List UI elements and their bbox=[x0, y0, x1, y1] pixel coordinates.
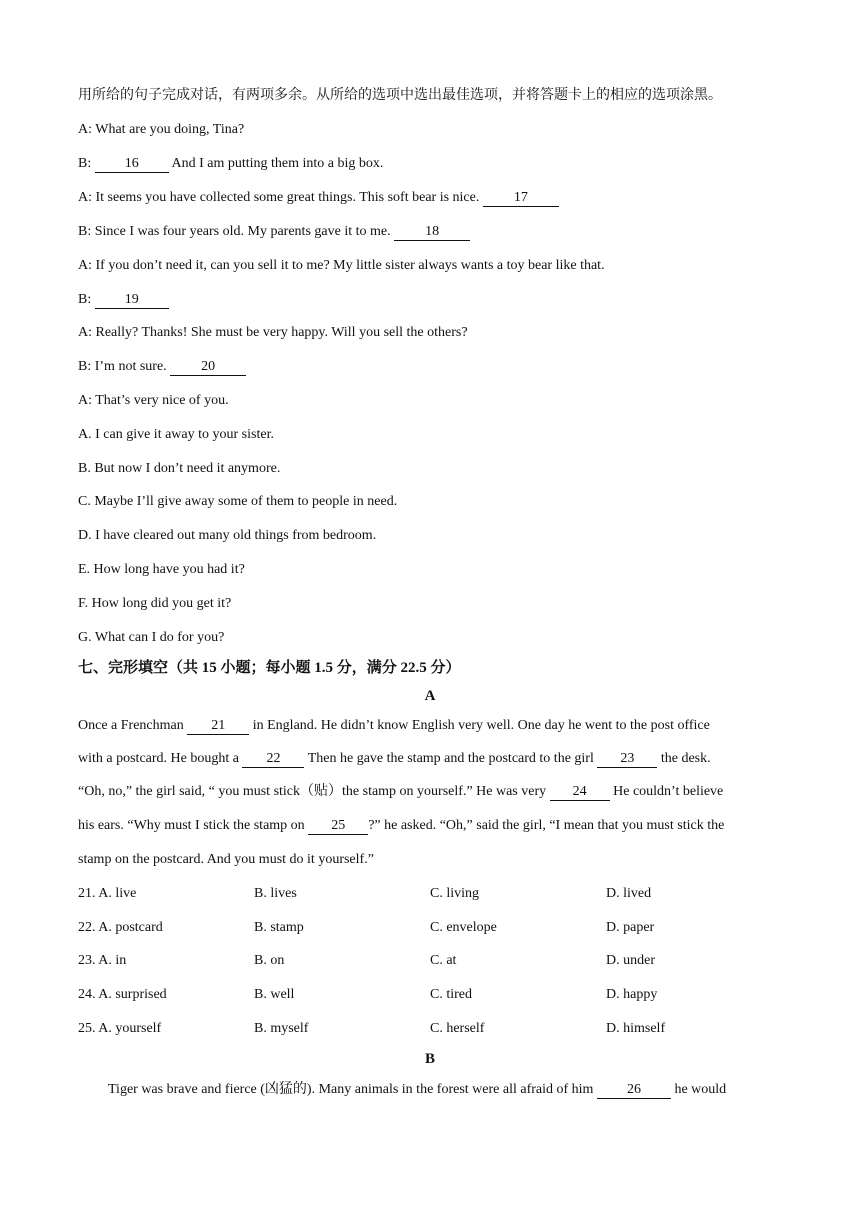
section-title: 七、完形填空（共 15 小题；每小题 1.5 分，满分 22.5 分） bbox=[78, 660, 461, 676]
passage-line-5: stamp on the postcard. And you must do it yourself.” bbox=[78, 852, 374, 867]
passage-text: “Oh, no,” the girl said, “ you must stick（贴）the stamp on yourself.” He was very bbox=[78, 784, 550, 799]
question-24-option-d: D. happy bbox=[606, 987, 658, 1002]
question-21-option-c: C. living bbox=[430, 886, 480, 901]
passage-text: ?” he asked. “Oh,” said the girl, “I mean that you must stick the bbox=[368, 818, 725, 833]
question-21-option-b: B. lives bbox=[254, 886, 297, 901]
passage-line-1 bbox=[78, 716, 710, 736]
blank-19: 19 bbox=[95, 292, 169, 309]
option-a: A. I can give it away to your sister. bbox=[78, 427, 274, 442]
question-21-option-d: D. lived bbox=[606, 886, 652, 901]
dialogue-line-4 bbox=[78, 222, 470, 242]
question-21-option-a: 21. A. live bbox=[78, 886, 137, 901]
option-e: E. How long have you had it? bbox=[78, 562, 245, 577]
option-c: C. Maybe I’ll give away some of them to people in need. bbox=[78, 494, 398, 509]
blank-25: 25 bbox=[308, 818, 368, 835]
part-b-heading: B bbox=[424, 1051, 435, 1067]
passage-text: he would bbox=[670, 1082, 727, 1097]
question-23-option-d: D. under bbox=[606, 953, 655, 968]
dialogue-text: A: It seems you have collected some great things. This soft bear is nice. bbox=[78, 190, 483, 205]
dialogue-line-7: A: Really? Thanks! She must be very happy. Will you sell the others? bbox=[78, 325, 468, 340]
question-25-option-c: C. herself bbox=[430, 1021, 485, 1036]
question-22-option-c: C. envelope bbox=[430, 920, 497, 935]
instruction: 用所给的句子完成对话，有两项多余。从所给的选项中选出最佳选项，并将答题卡上的相应的选项涂黑。 bbox=[78, 88, 722, 103]
dialogue-line-2 bbox=[78, 154, 383, 174]
dialogue-line-9: A: That’s very nice of you. bbox=[78, 393, 229, 408]
dialogue-line-8 bbox=[78, 357, 246, 377]
dialogue-text: And I am putting them into a big box. bbox=[168, 156, 384, 171]
blank-26: 26 bbox=[597, 1082, 671, 1099]
question-25-option-b: B. myself bbox=[254, 1021, 309, 1036]
question-24-option-b: B. well bbox=[254, 987, 295, 1002]
blank-23: 23 bbox=[597, 751, 657, 768]
dialogue-text: B: bbox=[78, 292, 95, 307]
dialogue-line-5: A: If you don’t need it, can you sell it to me? My little sister always wants a toy bear like that. bbox=[78, 258, 605, 273]
question-22-option-a: 22. A. postcard bbox=[78, 920, 163, 935]
dialogue-line-6 bbox=[78, 290, 169, 310]
question-25-option-d: D. himself bbox=[606, 1021, 666, 1036]
passage-text: Then he gave the stamp and the postcard to the girl bbox=[304, 751, 598, 766]
passage-text: with a postcard. He bought a bbox=[78, 751, 243, 766]
question-23-option-c: C. at bbox=[430, 953, 457, 968]
option-d: D. I have cleared out many old things from bedroom. bbox=[78, 528, 377, 543]
dialogue-text: B: I’m not sure. bbox=[78, 359, 171, 374]
question-23-option-a: 23. A. in bbox=[78, 953, 127, 968]
option-f: F. How long did you get it? bbox=[78, 596, 232, 611]
blank-20: 20 bbox=[170, 359, 246, 376]
passage-text: He couldn’t believe bbox=[609, 784, 724, 799]
passage-text: in England. He didn’t know English very well. One day he went to the post office bbox=[249, 718, 710, 733]
passage-line-4 bbox=[78, 816, 724, 836]
question-24-option-c: C. tired bbox=[430, 987, 472, 1002]
question-22-option-d: D. paper bbox=[606, 920, 655, 935]
option-g: G. What can I do for you? bbox=[78, 630, 225, 645]
question-24-option-a: 24. A. surprised bbox=[78, 987, 167, 1002]
blank-16: 16 bbox=[95, 156, 169, 173]
blank-22: 22 bbox=[242, 751, 304, 768]
option-b: B. But now I don’t need it anymore. bbox=[78, 461, 281, 476]
passage-b-line-1 bbox=[108, 1080, 726, 1100]
blank-21: 21 bbox=[187, 718, 249, 735]
blank-24: 24 bbox=[550, 784, 610, 801]
passage-text: the desk. bbox=[657, 751, 711, 766]
question-25-option-a: 25. A. yourself bbox=[78, 1021, 162, 1036]
dialogue-line-1: A: What are you doing, Tina? bbox=[78, 122, 245, 137]
passage-line-3 bbox=[78, 782, 723, 802]
blank-17: 17 bbox=[483, 190, 559, 207]
question-22-option-b: B. stamp bbox=[254, 920, 304, 935]
blank-18: 18 bbox=[394, 224, 470, 241]
dialogue-text: B: Since I was four years old. My parents gave it to me. bbox=[78, 224, 395, 239]
dialogue-line-3 bbox=[78, 188, 559, 208]
passage-text: his ears. “Why must I stick the stamp on bbox=[78, 818, 309, 833]
question-23-option-b: B. on bbox=[254, 953, 285, 968]
dialogue-text: B: bbox=[78, 156, 95, 171]
passage-line-2 bbox=[78, 749, 711, 769]
passage-text: Once a Frenchman bbox=[78, 718, 188, 733]
part-a-heading: A bbox=[424, 688, 436, 704]
passage-text: Tiger was brave and fierce (凶猛的). Many animals in the forest were all afraid of him bbox=[108, 1082, 597, 1097]
